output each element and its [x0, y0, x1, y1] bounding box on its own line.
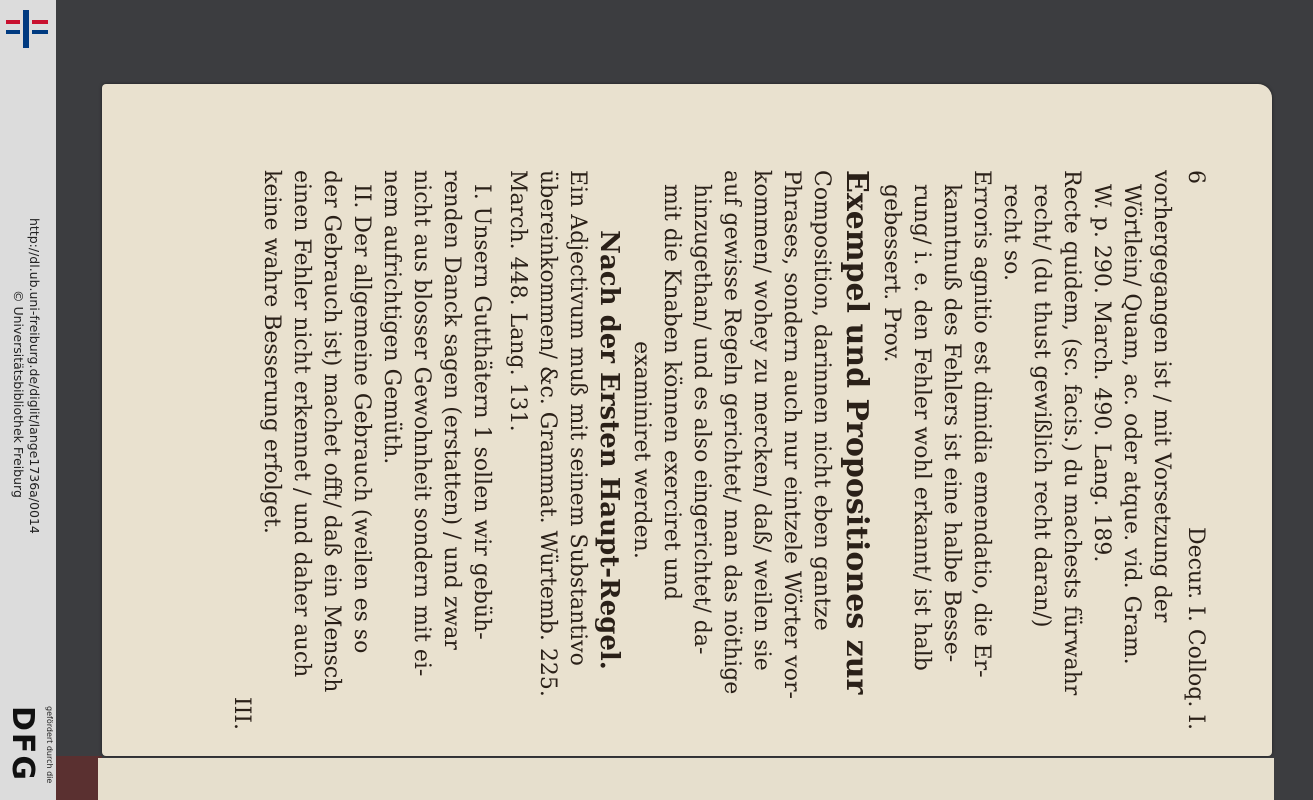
text-line: W. p. 290. March. 490. Lang. 189.: [1089, 184, 1114, 563]
example-line: einen Fehler nicht erkennet / und daher auch: [289, 170, 314, 678]
text-line: vorhergegangen ist / mit Vorsetzung der: [1149, 170, 1174, 623]
page-number: 6: [1183, 170, 1208, 184]
sidebar: [0, 0, 56, 800]
text-line: kanntnuß des Fehlers ist eine halbe Besse-: [939, 184, 964, 663]
text-line: gebessert. Prov.: [879, 184, 904, 363]
running-head: Decur. I. Colloq. I.: [1183, 526, 1208, 730]
text-line: recht so.: [999, 184, 1024, 282]
heading-lines: [626, 170, 836, 730]
example-line: keine wahre Besserung erfolget.: [259, 170, 284, 534]
heading-line: Composition, darinnen nicht eben gantze: [809, 170, 834, 631]
text-line: rung/ i. e. den Fehler wohl erkannt/ ist halb: [909, 184, 934, 671]
catchword: III.: [229, 696, 254, 730]
example-lines: [256, 170, 496, 730]
page-text: [226, 170, 1210, 730]
example-line: I. Unsern Gutthätern 1 sollen wir gebüh-: [469, 184, 494, 640]
body-lines: [876, 170, 1176, 730]
section-heading: Exempel und Propositiones zur: [839, 170, 874, 695]
binding-edge: [56, 756, 102, 800]
example-line: nem aufrichtigen Gemüth.: [379, 170, 404, 465]
heading-line: hinzugethan/ und es also eingerichtet/ da-: [689, 184, 714, 655]
heading-line: examiniret werden.: [629, 341, 654, 559]
text-line: Erroris agnitio est dimidia emendatio, die Er-: [969, 170, 994, 678]
rule-heading: Nach der Ersten Haupt-Regel.: [594, 230, 624, 670]
heading-line: Phrases, sondern auch nur eintzele Wörter vor-: [779, 170, 804, 699]
dfg-caption: gefördert durch die: [45, 706, 54, 784]
heading-line: mit die Knaben können exerciret und: [659, 184, 684, 601]
rule-line: Ein Adjectivum muß mit seinem Substantivo: [565, 170, 590, 666]
dfg-label: DFG: [5, 706, 40, 783]
example-line: nicht aus blosser Gewohnheit sondern mit ei-: [409, 170, 434, 677]
text-line: Recte quidem, (sc. facis.) du machests fürwahr: [1059, 170, 1084, 696]
dfg-logo[interactable]: [4, 706, 54, 796]
example-line: renden Danck sagen (erstatten) / und zwar: [439, 170, 464, 650]
heading-line: auf gewisse Regeln gerichtet/ man das nöthige: [719, 170, 744, 695]
document-url[interactable]: http://dl.ub.uni-freiburg.de/diglit/lange1736a/0014: [27, 218, 42, 534]
text-line: Wörtlein/ Quam, ac. oder atque. vid. Gram.: [1119, 184, 1144, 665]
rule-lines: [502, 170, 592, 730]
copyright-notice: © Universitätsbibliothek Freiburg: [11, 290, 26, 498]
text-line: recht/ (du thust gewißlich recht daran/): [1029, 184, 1054, 628]
page-header: [1180, 170, 1210, 730]
example-line: II. Der allgemeine Gebrauch (weilen es so: [349, 184, 374, 654]
rule-line: übereinkommen/ &c. Grammat. Würtemb. 225.: [535, 170, 560, 697]
rule-line: March. 448. Lang. 131.: [505, 170, 530, 432]
facing-page-edge: [98, 758, 1274, 800]
example-line: der Gebrauch ist) machet offt/ daß ein Mensch: [319, 170, 344, 693]
heading-line: kommen/ wohey zu mercken/ daß/ weilen sie: [749, 170, 774, 671]
